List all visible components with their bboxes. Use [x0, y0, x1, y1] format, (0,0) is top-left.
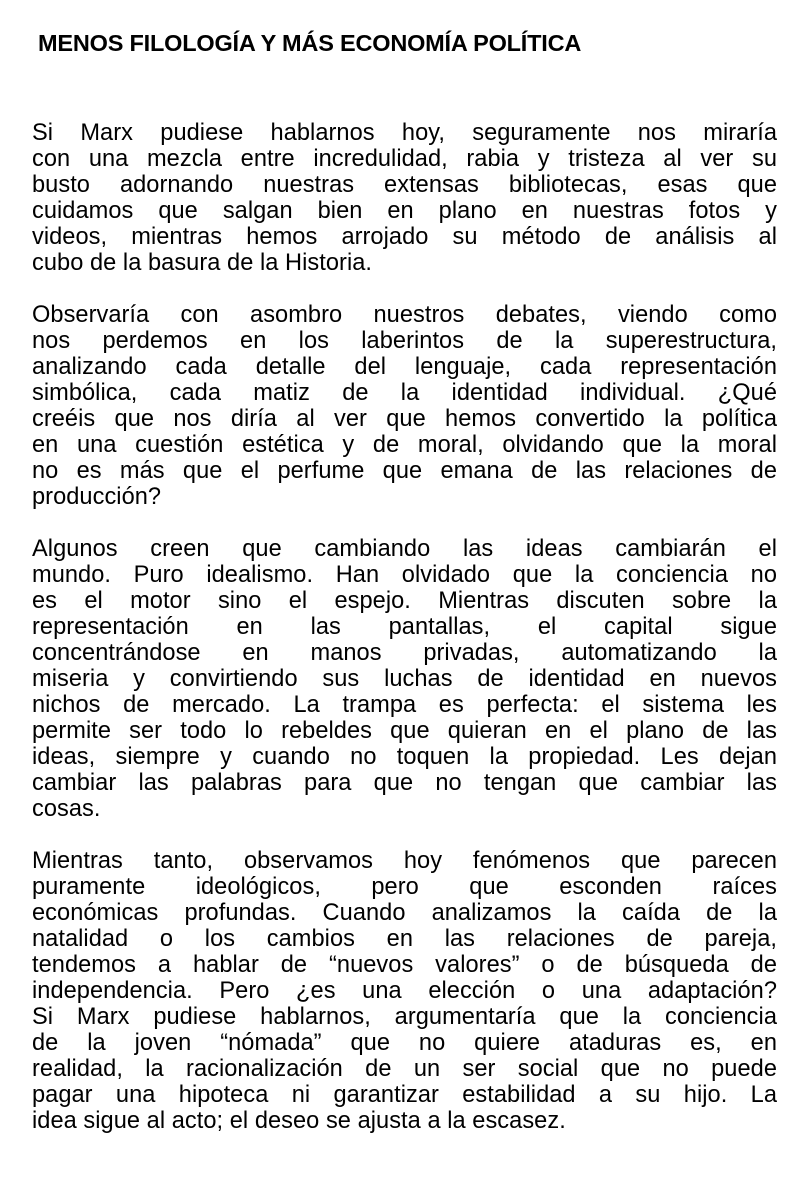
- text-line: cubo de la basura de la Historia.: [32, 250, 373, 276]
- text-line: pagar una hipoteca ni garantizar estabilidad a su hijo. La: [32, 1082, 777, 1108]
- text-line: Algunos creen que cambiando las ideas cambiarán el: [32, 536, 777, 562]
- text-line: Observaría con asombro nuestros debates, viendo como: [32, 302, 777, 328]
- text-line: cuidamos que salgan bien en plano en nuestras fotos y: [32, 198, 777, 224]
- text-line: con una mezcla entre incredulidad, rabia y tristeza al ver su: [32, 146, 777, 172]
- text-line: de la joven “nómada” que no quiere ataduras es, en: [32, 1030, 777, 1056]
- text-line: representación en las pantallas, el capital sigue: [32, 614, 777, 640]
- text-line: Mientras tanto, observamos hoy fenómenos que parecen: [32, 848, 777, 874]
- text-line: simbólica, cada matiz de la identidad individual. ¿Qué: [32, 380, 777, 406]
- text-line: idea sigue al acto; el deseo se ajusta a la escasez.: [32, 1108, 566, 1134]
- text-line: creéis que nos diría al ver que hemos convertido la política: [32, 406, 777, 432]
- text-line: en una cuestión estética y de moral, olvidando que la moral: [32, 432, 777, 458]
- text-line: nos perdemos en los laberintos de la superestructura,: [32, 328, 777, 354]
- text-line: busto adornando nuestras extensas bibliotecas, esas que: [32, 172, 777, 198]
- text-line: no es más que el perfume que emana de las relaciones de: [32, 458, 777, 484]
- document-title: MENOS FILOLOGÍA Y MÁS ECONOMÍA POLÍTICA: [38, 30, 582, 56]
- text-line: independencia. Pero ¿es una elección o una adaptación?: [32, 978, 777, 1004]
- text-line: tendemos a hablar de “nuevos valores” o de búsqueda de: [32, 952, 777, 978]
- paragraph-2: [32, 302, 777, 510]
- text-line: miseria y convirtiendo sus luchas de identidad en nuevos: [32, 666, 777, 692]
- text-line: videos, mientras hemos arrojado su método de análisis al: [32, 224, 777, 250]
- document-body: [32, 120, 777, 1160]
- text-line: concentrándose en manos privadas, automatizando la: [32, 640, 777, 666]
- paragraph-3: [32, 536, 777, 822]
- text-line: Si Marx pudiese hablarnos, argumentaría que la conciencia: [32, 1004, 777, 1030]
- text-line: es el motor sino el espejo. Mientras discuten sobre la: [32, 588, 777, 614]
- text-line: natalidad o los cambios en las relaciones de pareja,: [32, 926, 777, 952]
- text-line: mundo. Puro idealismo. Han olvidado que la conciencia no: [32, 562, 777, 588]
- text-line: permite ser todo lo rebeldes que quieran en el plano de las: [32, 718, 777, 744]
- text-line: Si Marx pudiese hablarnos hoy, seguramente nos miraría: [32, 120, 777, 146]
- text-line: cosas.: [32, 796, 101, 822]
- paragraph-1: [32, 120, 777, 276]
- text-line: económicas profundas. Cuando analizamos la caída de la: [32, 900, 777, 926]
- text-line: analizando cada detalle del lenguaje, cada representación: [32, 354, 777, 380]
- text-line: puramente ideológicos, pero que esconden raíces: [32, 874, 777, 900]
- text-line: realidad, la racionalización de un ser social que no puede: [32, 1056, 777, 1082]
- text-line: ideas, siempre y cuando no toquen la propiedad. Les dejan: [32, 744, 777, 770]
- text-line: nichos de mercado. La trampa es perfecta: el sistema les: [32, 692, 777, 718]
- paragraph-4: [32, 848, 777, 1134]
- text-line: cambiar las palabras para que no tengan que cambiar las: [32, 770, 777, 796]
- text-line: producción?: [32, 484, 162, 510]
